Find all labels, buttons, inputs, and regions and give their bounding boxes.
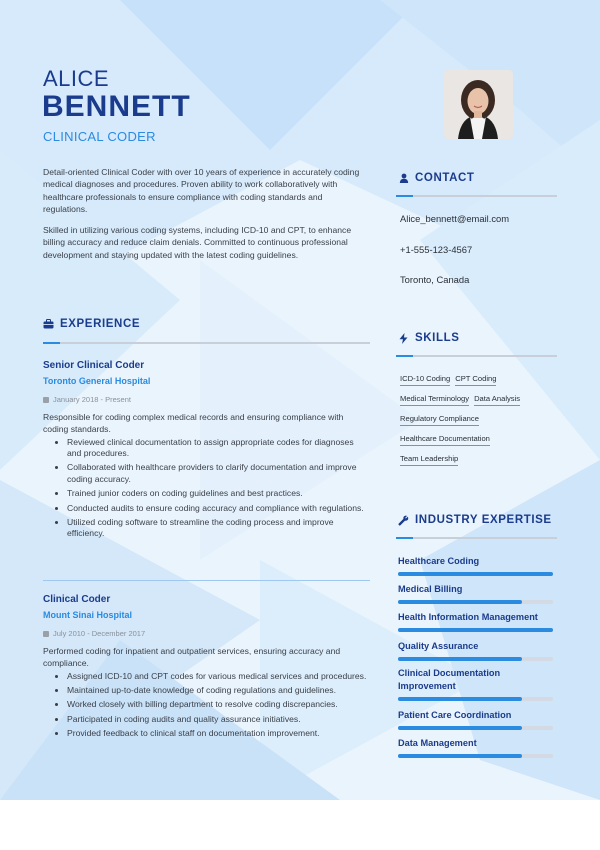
expertise-bar	[398, 572, 553, 576]
job-dates	[43, 395, 370, 404]
expertise-label: Medical Billing	[398, 584, 463, 594]
profile-summary	[43, 166, 368, 270]
contact-phone[interactable]: +1-555-123-4567	[400, 244, 473, 255]
last-name: BENNETT	[42, 90, 191, 123]
skills-heading-label: SKILLS	[415, 332, 460, 344]
job-entry-1	[43, 360, 370, 543]
skill-tag: Data Analysis	[474, 394, 520, 406]
job-bullet: • Reviewed clinical documentation to assign appropriate codes for diagnoses and procedures.	[67, 437, 370, 460]
skill-tag: ICD-10 Coding	[400, 374, 450, 386]
expertise-bar	[398, 600, 553, 604]
first-name: ALICE	[43, 66, 110, 91]
expertise-item	[398, 709, 553, 730]
expertise-item	[398, 611, 553, 632]
experience-rule	[43, 342, 370, 344]
expertise-bar-fill	[398, 628, 553, 632]
profile-photo	[444, 70, 513, 139]
skill-row	[400, 434, 570, 446]
experience-heading	[43, 318, 140, 330]
contact-email[interactable]: Alice_bennett@email.com	[400, 213, 510, 224]
skills-heading	[398, 332, 460, 344]
skills-list	[400, 374, 570, 474]
briefcase-icon	[43, 319, 54, 330]
expertise-item	[398, 555, 553, 576]
wrench-icon	[398, 515, 409, 526]
job-bullets	[43, 437, 370, 540]
job-dates-text: July 2010 - December 2017	[53, 629, 146, 638]
job-bullet: • Utilized coding software to streamline the coding process and improve efficiency.	[67, 517, 370, 540]
job-description: Responsible for coding complex medical records and ensuring compliance with coding standards.	[43, 412, 344, 435]
job-bullet: • Provided feedback to clinical staff on documentation improvement.	[67, 728, 370, 739]
skill-tag: Healthcare Documentation	[400, 434, 490, 446]
job-company: Toronto General Hospital	[43, 376, 151, 386]
calendar-icon	[43, 397, 49, 403]
expertise-item	[398, 737, 553, 758]
job-dates	[43, 629, 370, 638]
expertise-label: Health Information Management	[398, 612, 538, 622]
skill-row	[400, 454, 570, 466]
user-icon	[398, 173, 409, 184]
job-bullet: • Trained junior coders on coding guidelines and best practices.	[67, 488, 370, 499]
expertise-bar-fill	[398, 697, 522, 701]
job-divider	[43, 580, 370, 581]
skill-tag: CPT Coding	[455, 374, 496, 386]
summary-paragraph: Skilled in utilizing various coding systems, including ICD-10 and CPT, to enhance billing accuracy and reduce claim denials. Committed to continuous professional development and staying updated with the latest coding guidelines.	[43, 225, 352, 260]
experience-heading-label: EXPERIENCE	[60, 318, 141, 330]
job-bullet: • Worked closely with billing department to resolve coding discrepancies.	[67, 699, 370, 710]
expertise-bar-fill	[398, 726, 522, 730]
skill-tag: Team Leadership	[400, 454, 458, 466]
job-bullet: • Collaborated with healthcare providers to clarify documentation and improve coding accuracy.	[67, 462, 370, 485]
job-title: CLINICAL CODER	[43, 129, 156, 144]
expertise-label: Healthcare Coding	[398, 556, 480, 566]
expertise-label: Patient Care Coordination	[398, 710, 512, 720]
job-dates-text: January 2018 - Present	[53, 395, 131, 404]
job-bullet: • Maintained up-to-date knowledge of coding regulations and guidelines.	[67, 685, 370, 696]
contact-rule	[396, 195, 557, 197]
contact-location: Toronto, Canada	[400, 274, 470, 285]
expertise-bar	[398, 657, 553, 661]
skill-row	[400, 414, 570, 426]
job-company: Mount Sinai Hospital	[43, 610, 132, 620]
skill-tag: Medical Terminology	[400, 394, 469, 406]
expertise-bar-fill	[398, 600, 522, 604]
job-role: Clinical Coder	[43, 594, 111, 605]
job-bullet: • Conducted audits to ensure coding accuracy and compliance with regulations.	[67, 503, 370, 514]
expertise-bar-fill	[398, 754, 522, 758]
expertise-bar	[398, 697, 553, 701]
expertise-bar	[398, 726, 553, 730]
contact-heading	[398, 172, 475, 184]
expertise-item	[398, 583, 553, 604]
job-bullets	[43, 671, 370, 740]
skill-row	[400, 374, 570, 386]
job-description: Performed coding for inpatient and outpatient services, ensuring accuracy and compliance.	[43, 646, 341, 669]
contact-heading-label: CONTACT	[415, 172, 475, 184]
lightning-icon	[398, 333, 409, 344]
skill-row	[400, 394, 570, 406]
job-bullet: • Participated in coding audits and quality assurance initiatives.	[67, 714, 370, 725]
skill-tag: Regulatory Compliance	[400, 414, 479, 426]
expertise-heading-label: INDUSTRY EXPERTISE	[415, 514, 552, 526]
expertise-bar	[398, 628, 553, 632]
expertise-heading	[398, 514, 552, 526]
expertise-bar-fill	[398, 572, 553, 576]
expertise-label: Data Management	[398, 738, 477, 748]
summary-paragraph: Detail-oriented Clinical Coder with over 10 years of experience in accurately coding medical diagnoses and procedures. Proven ability to work collaboratively with healthcare professionals to ensure compliance with coding standards and regulations.	[43, 167, 360, 214]
expertise-rule	[396, 537, 557, 539]
job-bullet: • Assigned ICD-10 and CPT codes for various medical services and procedures.	[67, 671, 370, 682]
expertise-label: Quality Assurance	[398, 641, 479, 651]
expertise-item	[398, 667, 553, 701]
job-entry-2	[43, 594, 370, 743]
expertise-bar	[398, 754, 553, 758]
job-role: Senior Clinical Coder	[43, 360, 145, 371]
calendar-icon	[43, 631, 49, 637]
expertise-label: Clinical Documentation Improvement	[398, 668, 501, 691]
skills-rule	[396, 355, 557, 357]
expertise-item	[398, 640, 553, 661]
expertise-bar-fill	[398, 657, 522, 661]
